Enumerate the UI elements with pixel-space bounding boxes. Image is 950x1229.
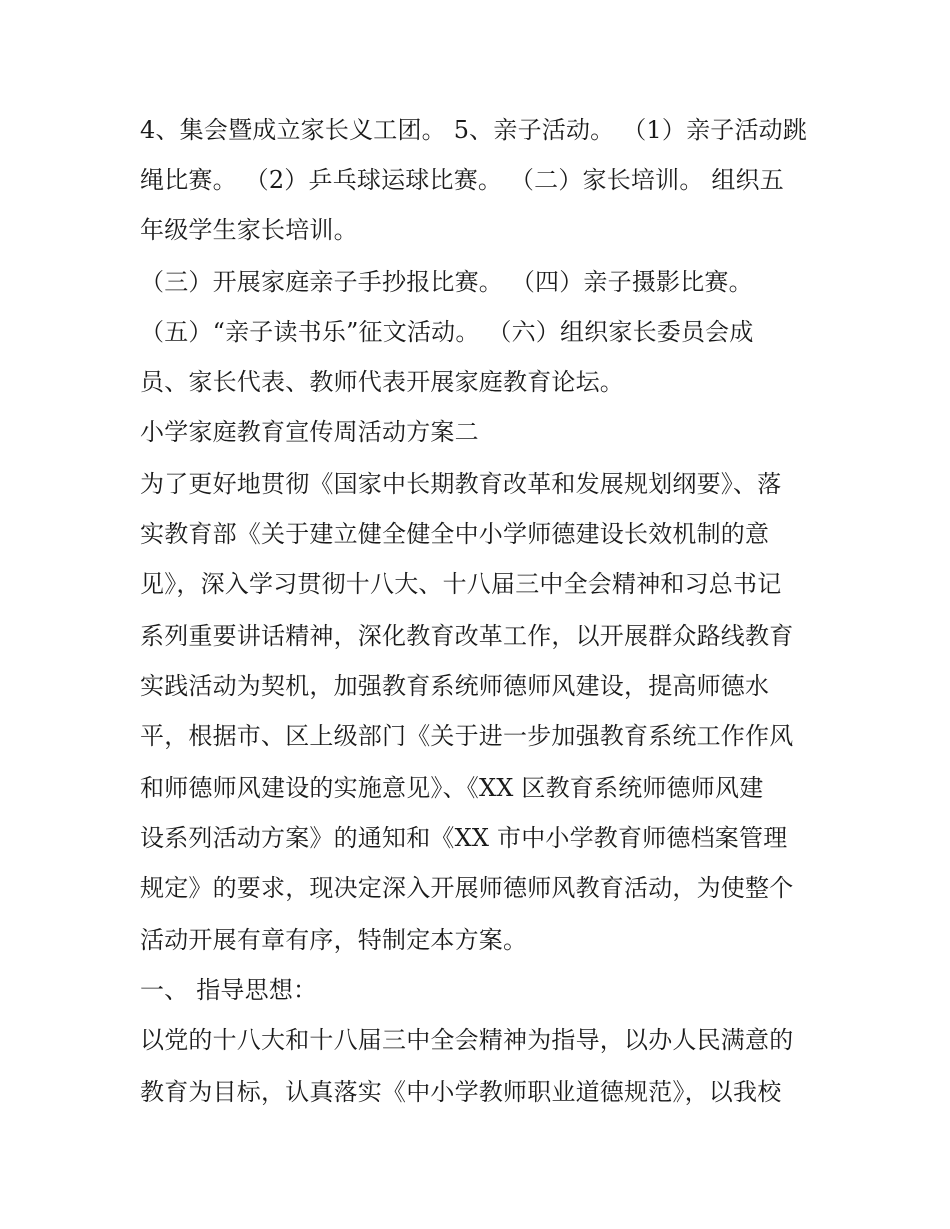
text-line: 以党的十八大和十八届三中全会精神为指导，以办人民满意的 (140, 1026, 794, 1054)
text-line: 规定》的要求，现决定深入开展师德师风教育活动，为使整个 (140, 874, 794, 902)
text-line: 活动开展有章有序，特制定本方案。 (140, 926, 528, 954)
text-line: （三）开展家庭亲子手抄报比赛。 （四）亲子摄影比赛。 (140, 268, 753, 296)
text-line: 实教育部《关于建立健全健全中小学师德建设长效机制的意 (140, 520, 770, 548)
text-line: （五）“亲子读书乐”征文活动。 （六）组织家长委员会成 (140, 318, 754, 346)
text-line: 教育为目标，认真落实《中小学教师职业道德规范》，以我校 (140, 1078, 782, 1106)
text-line: 员、家长代表、教师代表开展家庭教育论坛。 (140, 368, 624, 396)
text-line: 设系列活动方案》的通知和《XX 市中小学教育师德档案管理 (140, 824, 788, 852)
text-line: 和师德师风建设的实施意见》、《XX 区教育系统师德师风建 (140, 774, 764, 802)
text-line: 平，根据市、区上级部门《关于进一步加强教育系统工作作风 (140, 722, 794, 750)
section-heading: 一、 指导思想： (140, 976, 318, 1004)
text-line: 为了更好地贯彻《国家中长期教育改革和发展规划纲要》、落 (140, 470, 782, 498)
text-line: 见》，深入学习贯彻十八大、十八届三中全会精神和习总书记 (140, 570, 782, 598)
text-line: 绳比赛。 （2）乒乓球运球比赛。 （二）家长培训。 组织五 (140, 166, 784, 194)
text-line: 实践活动为契机，加强教育系统师德师风建设，提高师德水 (140, 672, 770, 700)
text-line: 年级学生家长培训。 (140, 216, 358, 244)
section-heading: 小学家庭教育宣传周活动方案二 (140, 418, 479, 446)
text-line: 4、集会暨成立家长义工团。 5、亲子活动。 （1）亲子活动跳 (140, 116, 808, 144)
text-line: 系列重要讲话精神，深化教育改革工作，以开展群众路线教育 (140, 622, 794, 650)
